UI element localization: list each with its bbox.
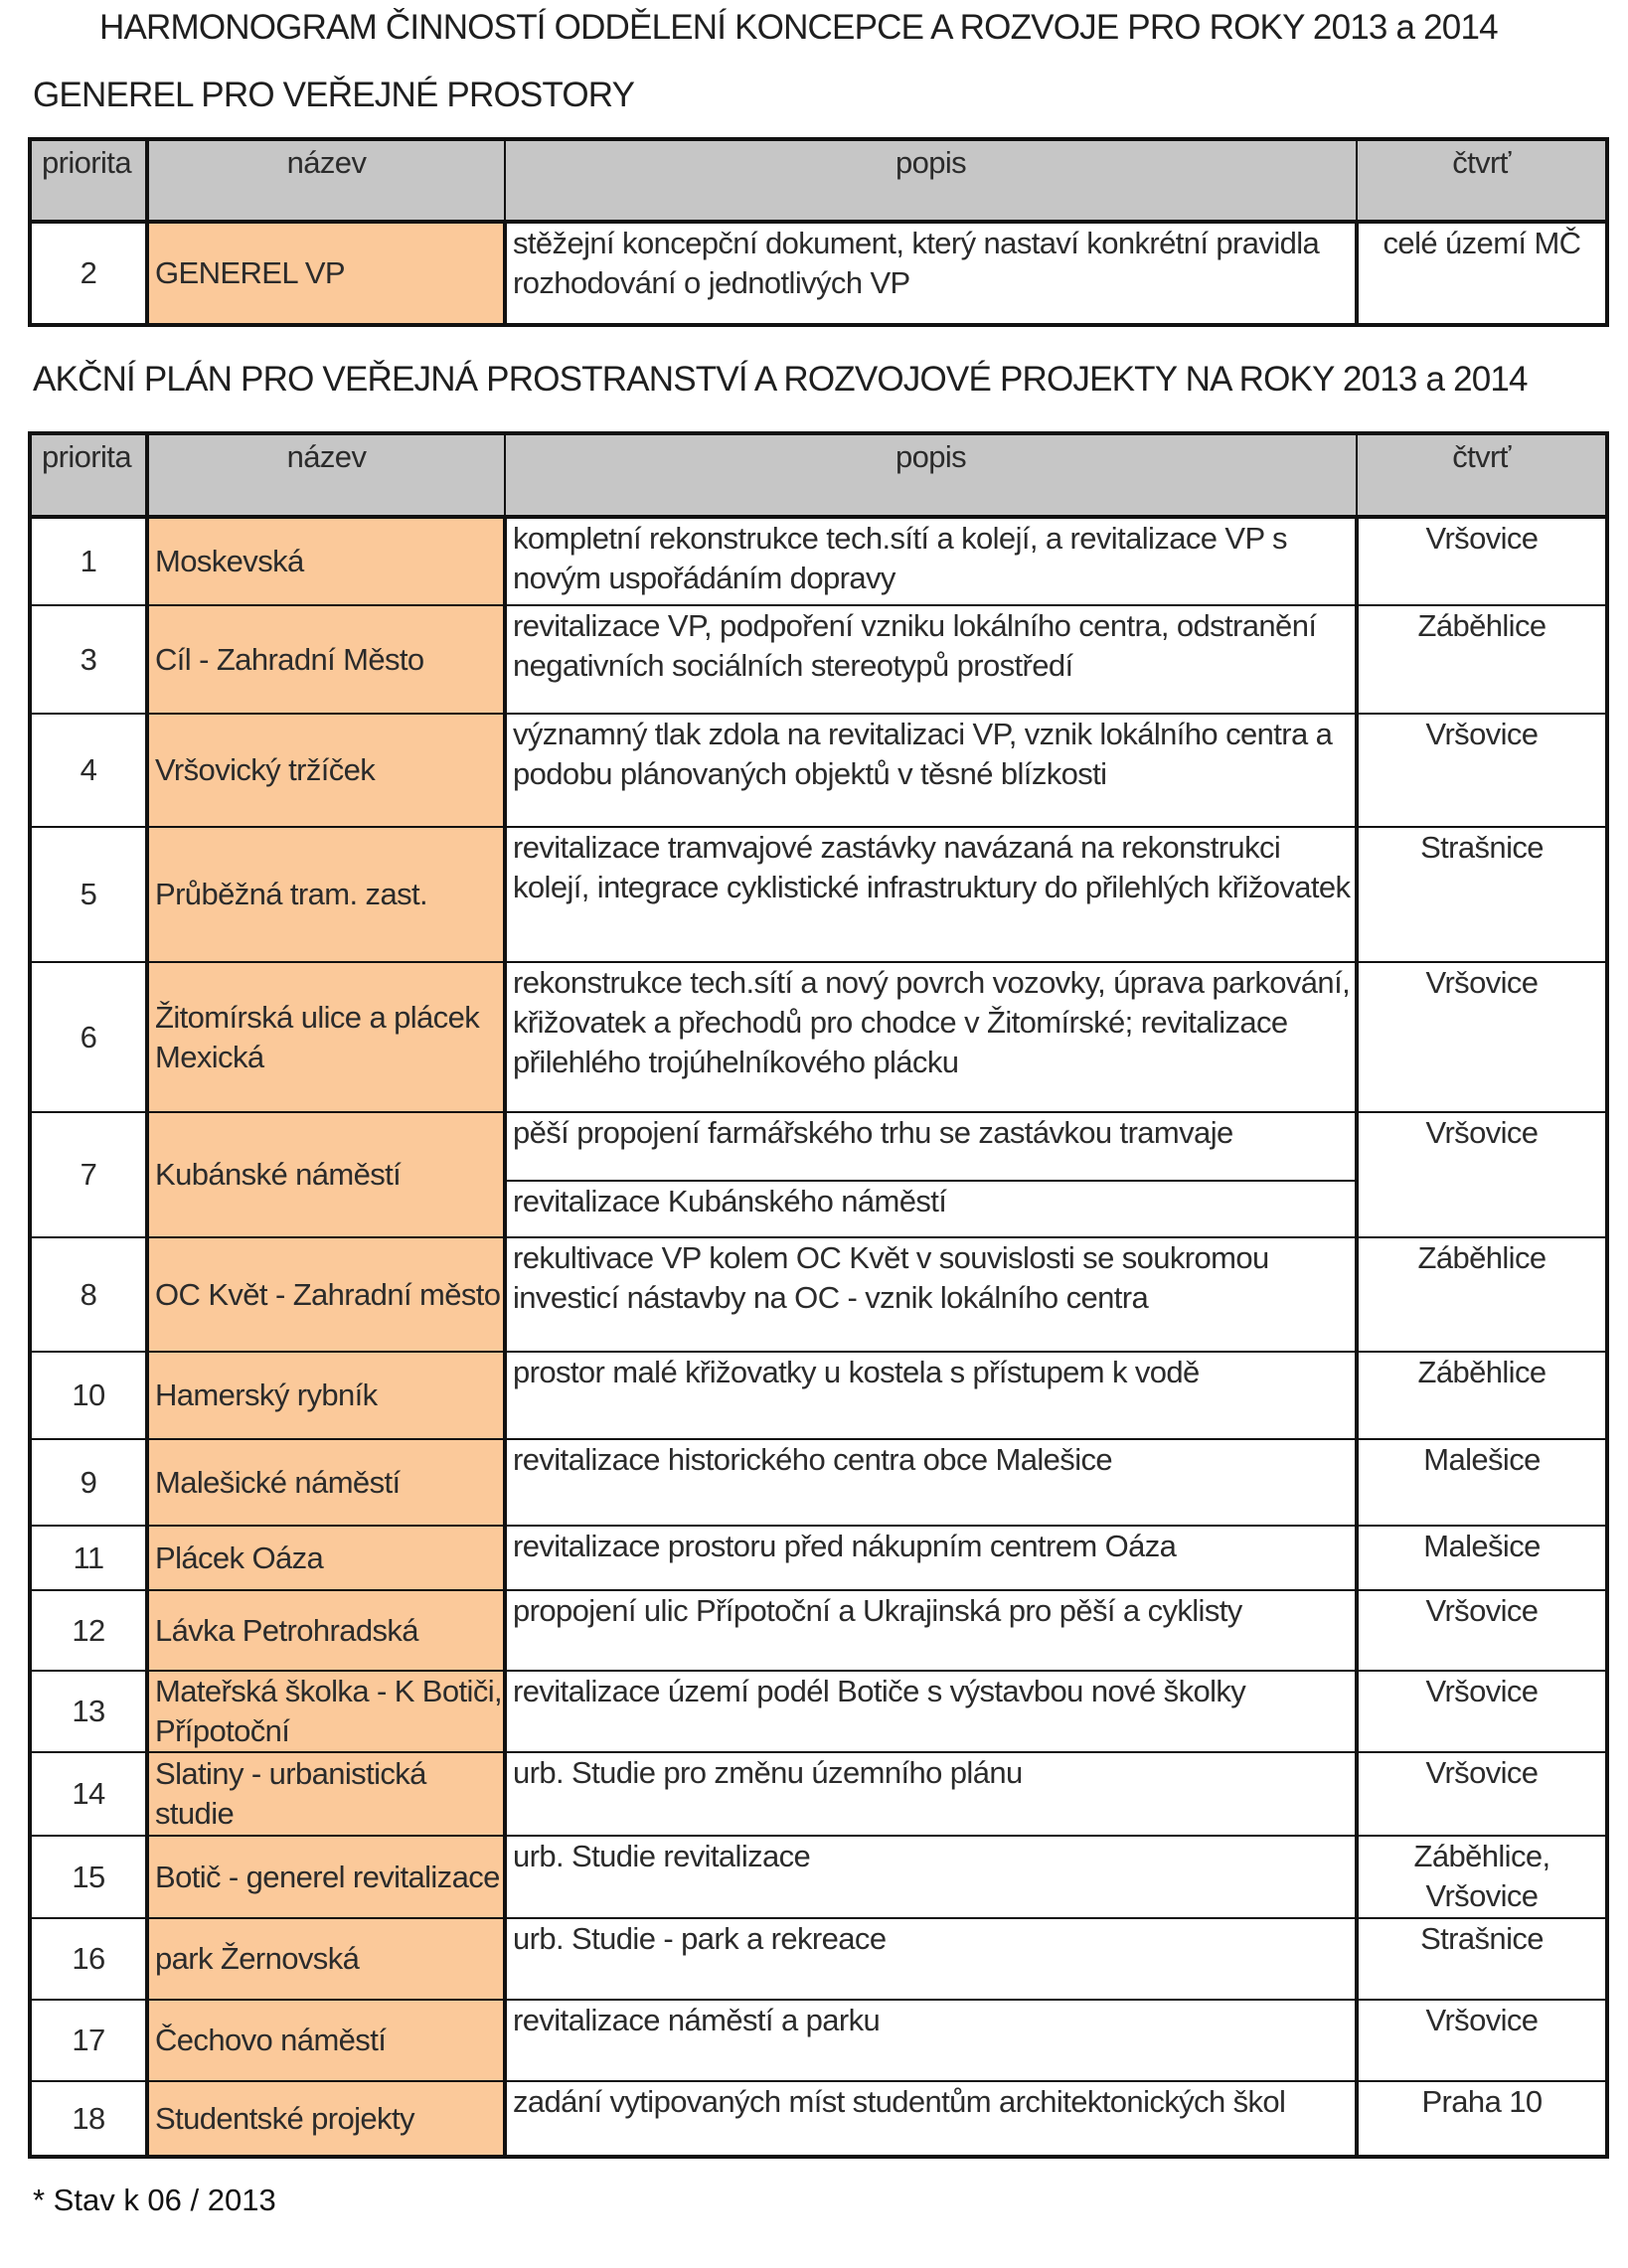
row-description-secondary: revitalizace Kubánského náměstí	[505, 1181, 1357, 1237]
row-name: Slatiny - urbanistická studie	[147, 1752, 505, 1836]
row-description: revitalizace historického centra obce Malešice	[505, 1439, 1357, 1526]
table-row	[30, 2081, 1607, 2157]
section-heading-generel: GENEREL PRO VEŘEJNÉ PROSTORY	[33, 76, 635, 114]
table-row	[30, 1439, 1607, 1526]
header-nazev: název	[147, 433, 505, 517]
row-priority: 4	[30, 714, 147, 827]
row-description: pěší propojení farmářského trhu se zastávkou tramvaje	[505, 1112, 1357, 1181]
row-priority: 1	[30, 517, 147, 605]
row-name: GENEREL VP	[147, 222, 505, 325]
generel-table	[28, 137, 1609, 327]
table-row	[30, 222, 1607, 325]
footnote: * Stav k 06 / 2013	[33, 2183, 276, 2217]
row-area: Strašnice	[1357, 1918, 1607, 2000]
row-priority: 9	[30, 1439, 147, 1526]
row-priority: 12	[30, 1590, 147, 1671]
row-priority: 6	[30, 962, 147, 1112]
header-priorita: priorita	[30, 433, 147, 517]
row-priority: 13	[30, 1671, 147, 1752]
row-area: Záběhlice	[1357, 1237, 1607, 1352]
table-row	[30, 1918, 1607, 2000]
row-priority: 8	[30, 1237, 147, 1352]
row-description: propojení ulic Přípotoční a Ukrajinská pro pěší a cyklisty	[505, 1590, 1357, 1671]
table-row	[30, 1671, 1607, 1752]
row-priority: 14	[30, 1752, 147, 1836]
row-name: Studentské projekty	[147, 2081, 505, 2157]
row-description: revitalizace prostoru před nákupním centrem Oáza	[505, 1526, 1357, 1590]
row-area: Vršovice	[1357, 962, 1607, 1112]
row-name: park Žernovská	[147, 1918, 505, 2000]
row-description: revitalizace území podél Botiče s výstavbou nové školky	[505, 1671, 1357, 1752]
table-row	[30, 517, 1607, 605]
table-row	[30, 1352, 1607, 1439]
row-area: Záběhlice	[1357, 1352, 1607, 1439]
row-priority: 11	[30, 1526, 147, 1590]
row-description: kompletní rekonstrukce tech.sítí a kolejí, a revitalizace VP s novým uspořádáním dopravy	[505, 517, 1357, 605]
table-row	[30, 605, 1607, 714]
row-priority: 7	[30, 1112, 147, 1237]
row-name: Vršovický tržíček	[147, 714, 505, 827]
row-description: revitalizace VP, podpoření vzniku lokálního centra, odstranění negativních sociálních stereotypů prostředí	[505, 605, 1357, 714]
row-name: Moskevská	[147, 517, 505, 605]
table-row	[30, 2000, 1607, 2081]
row-priority: 15	[30, 1836, 147, 1918]
row-description: revitalizace tramvajové zastávky navázaná na rekonstrukci kolejí, integrace cyklistické infrastruktury do přilehlých křižovatek	[505, 827, 1357, 962]
row-area: Malešice	[1357, 1439, 1607, 1526]
table-header	[30, 433, 1607, 517]
row-area: Strašnice	[1357, 827, 1607, 962]
row-description: urb. Studie pro změnu územního plánu	[505, 1752, 1357, 1836]
row-area: Vršovice	[1357, 2000, 1607, 2081]
row-name: Kubánské náměstí	[147, 1112, 505, 1237]
row-name: Botič - generel revitalizace	[147, 1836, 505, 1918]
section-heading-akcni-plan: AKČNÍ PLÁN PRO VEŘEJNÁ PROSTRANSTVÍ A ROZVOJOVÉ PROJEKTY NA ROKY 2013 a 2014	[33, 360, 1528, 399]
row-priority: 3	[30, 605, 147, 714]
row-priority: 16	[30, 1918, 147, 2000]
row-area: Praha 10	[1357, 2081, 1607, 2157]
row-description: zadání vytipovaných míst studentům architektonických škol	[505, 2081, 1357, 2157]
row-name: Žitomírská ulice a plácek Mexická	[147, 962, 505, 1112]
row-description: urb. Studie - park a rekreace	[505, 1918, 1357, 2000]
row-name: Čechovo náměstí	[147, 2000, 505, 2081]
row-name: Průběžná tram. zast.	[147, 827, 505, 962]
row-name: Lávka Petrohradská	[147, 1590, 505, 1671]
row-name: Malešické náměstí	[147, 1439, 505, 1526]
row-name: Cíl - Zahradní Město	[147, 605, 505, 714]
row-description: významný tlak zdola na revitalizaci VP, vznik lokálního centra a podobu plánovaných objektů v těsné blízkosti	[505, 714, 1357, 827]
row-area: Vršovice	[1357, 714, 1607, 827]
header-popis: popis	[505, 139, 1357, 222]
row-area: celé území MČ	[1357, 222, 1607, 325]
row-description: rekultivace VP kolem OC Květ v souvislosti se soukromou investicí nástavby na OC - vznik lokálního centra	[505, 1237, 1357, 1352]
header-priorita: priorita	[30, 139, 147, 222]
table-row	[30, 1237, 1607, 1352]
row-area: Vršovice	[1357, 1112, 1607, 1237]
header-ctvrt: čtvrť	[1357, 433, 1607, 517]
row-name: OC Květ - Zahradní město	[147, 1237, 505, 1352]
header-popis: popis	[505, 433, 1357, 517]
row-name: Mateřská školka - K Botiči, Přípotoční	[147, 1671, 505, 1752]
row-area: Záběhlice, Vršovice	[1357, 1836, 1607, 1918]
header-nazev: název	[147, 139, 505, 222]
table-row	[30, 1526, 1607, 1590]
table-row	[30, 1112, 1607, 1181]
page-title: HARMONOGRAM ČINNOSTÍ ODDĚLENÍ KONCEPCE A ROZVOJE PRO ROKY 2013 a 2014	[99, 8, 1498, 47]
header-ctvrt: čtvrť	[1357, 139, 1607, 222]
akcni-plan-table	[28, 431, 1609, 2159]
row-description: urb. Studie revitalizace	[505, 1836, 1357, 1918]
row-priority: 18	[30, 2081, 147, 2157]
row-name: Plácek Oáza	[147, 1526, 505, 1590]
row-priority: 5	[30, 827, 147, 962]
table-row	[30, 962, 1607, 1112]
row-area: Vršovice	[1357, 1590, 1607, 1671]
table-header	[30, 139, 1607, 222]
row-description: stěžejní koncepční dokument, který nastaví konkrétní pravidla rozhodování o jednotlivých VP	[505, 222, 1357, 325]
row-description: rekonstrukce tech.sítí a nový povrch vozovky, úprava parkování, křižovatek a přechodů pro chodce v Žitomírské; revitalizace přilehlého trojúhelníkového plácku	[505, 962, 1357, 1112]
table-row	[30, 827, 1607, 962]
row-priority: 10	[30, 1352, 147, 1439]
row-description: prostor malé křižovatky u kostela s přístupem k vodě	[505, 1352, 1357, 1439]
row-priority: 2	[30, 222, 147, 325]
row-area: Malešice	[1357, 1526, 1607, 1590]
row-area: Záběhlice	[1357, 605, 1607, 714]
row-priority: 17	[30, 2000, 147, 2081]
row-area: Vršovice	[1357, 1752, 1607, 1836]
table-row	[30, 1752, 1607, 1836]
table-row	[30, 1590, 1607, 1671]
row-area: Vršovice	[1357, 517, 1607, 605]
row-description: revitalizace náměstí a parku	[505, 2000, 1357, 2081]
table-row	[30, 714, 1607, 827]
table-row	[30, 1836, 1607, 1918]
row-area: Vršovice	[1357, 1671, 1607, 1752]
row-name: Hamerský rybník	[147, 1352, 505, 1439]
